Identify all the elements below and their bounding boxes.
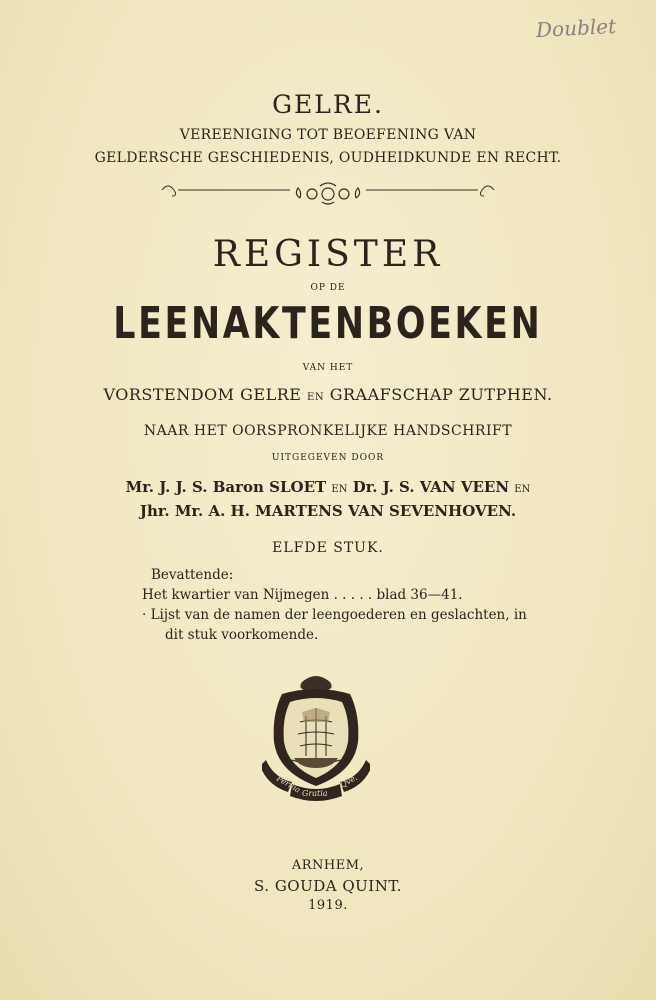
society-name: GELRE. xyxy=(272,90,384,119)
contents-item1: Het kwartier van Nijmegen . . . . . blad 36—41. xyxy=(142,587,463,603)
source-line: NAAR HET OORSPRONKELIJKE HANDSCHRIFT xyxy=(143,423,513,439)
authors-en2: EN xyxy=(514,484,531,495)
authors-line2: Jhr. Mr. A. H. MARTENS VAN SEVENHOVEN. xyxy=(139,502,517,520)
imprint-publisher: S. GOUDA QUINT. xyxy=(254,877,402,895)
seal-motto-left: Perilia xyxy=(275,773,303,795)
van-het-label: VAN HET xyxy=(302,363,354,373)
seal-motto-right: Qve. xyxy=(338,772,359,790)
publisher-seal-icon xyxy=(262,672,370,804)
region-b: GRAAFSCHAP ZUTPHEN. xyxy=(329,385,553,404)
imprint-year: 1919. xyxy=(308,898,348,913)
uitgegeven-label: UITGEGEVEN DOOR xyxy=(271,453,385,463)
society-subtitle-line1: VEREENIGING TOT BEOEFENING VAN xyxy=(179,127,477,143)
author-van-veen: Dr. J. S. VAN VEEN xyxy=(352,478,510,496)
contents-list xyxy=(142,565,542,645)
register-heading: REGISTER xyxy=(212,234,444,275)
society-subtitle-line2: GELDERSCHE GESCHIEDENIS, OUDHEIDKUNDE EN RECHT. xyxy=(94,150,562,166)
contents-intro: Bevattende: xyxy=(151,567,234,583)
authors-line1 xyxy=(0,478,656,496)
contents-item2-cont: dit stuk voorkomende. xyxy=(165,627,319,643)
region-line xyxy=(0,385,656,404)
part-heading: ELFDE STUK. xyxy=(272,540,384,556)
region-en: EN xyxy=(307,392,325,403)
divider-ornament-icon xyxy=(160,178,496,208)
handwritten-annotation: Doublet xyxy=(535,13,617,43)
imprint-city: ARNHEM, xyxy=(291,858,365,873)
contents-item2: · Lijst van de namen der leengoederen en geslachten, in xyxy=(142,607,527,623)
authors-en1: EN xyxy=(331,484,348,495)
main-title xyxy=(0,298,656,349)
region-a: VORSTENDOM GELRE xyxy=(103,385,302,404)
seal-motto-center: Gratia xyxy=(302,789,328,798)
op-de-label: OP DE xyxy=(310,283,346,293)
main-title-text: LEENAKTENBOEKEN xyxy=(113,298,543,349)
author-sloet: Mr. J. J. S. Baron SLOET xyxy=(125,478,327,496)
